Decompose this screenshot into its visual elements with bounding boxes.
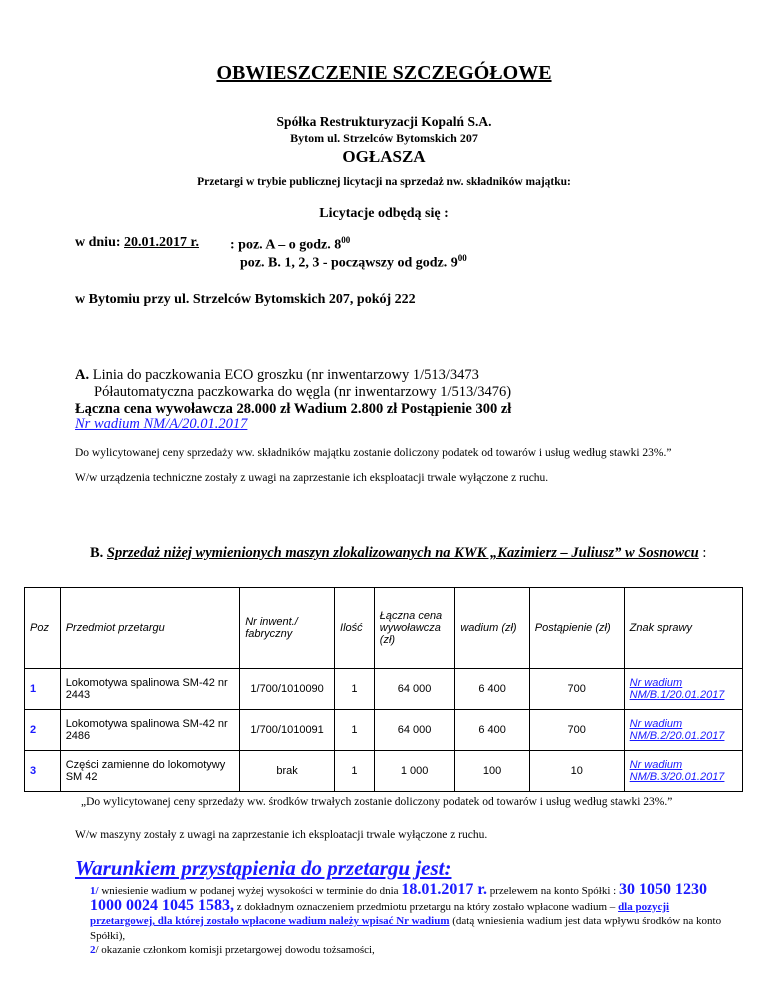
col-item: Przedmiot przetargu bbox=[60, 588, 240, 669]
sectionA-tax-note: Do wylicytowanej ceny sprzedaży ww. składników majątku zostanie doliczony podatek od towarów i usług według stawki 23%.” bbox=[75, 447, 672, 459]
announces-heading: OGŁASZA bbox=[342, 147, 426, 166]
auction-date-line bbox=[75, 235, 199, 251]
auction-place: w Bytomiu przy ul. Strzelców Bytomskich 207, pokój 222 bbox=[75, 292, 416, 307]
company-name: Spółka Restrukturyzacji Kopalń S.A. bbox=[276, 114, 492, 129]
sectionB-tax-note: „Do wylicytowanej ceny sprzedaży ww. środków trwałych zostanie doliczony podatek od towarów i usług według stawki 23%.” bbox=[81, 796, 673, 808]
sectionA-price-line: Łączna cena wywoławcza 28.000 zł Wadium 2.800 zł Postąpienie 300 zł bbox=[75, 401, 512, 417]
table-row: 2 Lokomotywa spalinowa SM-42 nr 2486 1/700/1010091 1 64 000 6 400 700 Nr wadium NM/B.2/20.01.2017 bbox=[25, 710, 743, 751]
auction-subject: Przetargi w trybie publicznej licytacji na sprzedaż nw. składników majątku: bbox=[197, 176, 571, 188]
col-wadium: wadium (zł) bbox=[455, 588, 529, 669]
sectionB-off-note: W/w maszyny zostały z uwagi na zaprzestanie ich eksploatacji trwale wyłączone z ruchu. bbox=[75, 829, 488, 841]
wadium-link-2[interactable]: Nr wadium NM/B.2/20.01.2017 bbox=[624, 710, 742, 751]
table-header-row bbox=[25, 588, 743, 669]
col-qty: Ilość bbox=[335, 588, 375, 669]
sectionB-heading: B. Sprzedaż niżej wymienionych maszyn zlokalizowanych na KWK „Kazimierz – Juliusz” w Sosnowcu : bbox=[90, 545, 707, 561]
col-nr: Nr inwent./ fabryczny bbox=[240, 588, 335, 669]
wadium-link-1[interactable]: Nr wadium NM/B.1/20.01.2017 bbox=[624, 669, 742, 710]
pozB-time: poz. B. 1, 2, 3 - począwszy od godz. $9^{00}$ bbox=[240, 253, 467, 271]
page-title: OBWIESZCZENIE SZCZEGÓŁOWE bbox=[216, 62, 552, 84]
col-price: Łączna cena wywoławcza (zł) bbox=[374, 588, 455, 669]
company-address: Bytom ul. Strzelców Bytomskich 207 bbox=[290, 131, 478, 145]
col-step: Postąpienie (zł) bbox=[529, 588, 624, 669]
items-table bbox=[24, 587, 743, 792]
table-row: 3 Części zamienne do lokomotywy SM 42 brak 1 1 000 100 10 Nr wadium NM/B.3/20.01.2017 bbox=[25, 751, 743, 792]
table-row: 1 Lokomotywa spalinowa SM-42 nr 2443 1/700/1010090 1 64 000 6 400 700 Nr wadium NM/B.1/20.01.2017 bbox=[25, 669, 743, 710]
auction-date: 20.01.2017 r. bbox=[124, 235, 199, 250]
sectionA-line2: Półautomatyczna paczkowarka do węgla (nr inwentarzowy 1/513/3476) bbox=[94, 384, 512, 400]
col-poz: Poz bbox=[25, 588, 61, 669]
auction-heading: Licytacje odbędą się : bbox=[319, 206, 449, 221]
sectionA-letter: A. bbox=[75, 367, 90, 383]
sectionA-off-note: W/w urządzenia techniczne zostały z uwagi na zaprzestanie ich eksploatacji trwale wyłączone z ruchu. bbox=[75, 472, 549, 484]
conditions-heading: Warunkiem przystąpienia do przetargu jest: bbox=[75, 856, 452, 880]
sectionA-wadium-link[interactable]: Nr wadium NM/A/20.01.2017 bbox=[75, 416, 248, 432]
sectionA-line1: A. Linia do paczkowania ECO groszku (nr inwentarzowy 1/513/3473 bbox=[75, 367, 479, 383]
wadium-link-3[interactable]: Nr wadium NM/B.3/20.01.2017 bbox=[624, 751, 742, 792]
pozA-time: : poz. A – o godz. $8^{00}$ bbox=[230, 235, 351, 253]
date-prefix: w dniu: bbox=[75, 235, 125, 250]
col-ref: Znak sprawy bbox=[624, 588, 742, 669]
conditions-text: 1/ wniesienie wadium w podanej wyżej wysokości w terminie do dnia 18.01.2017 r. przelewem na konto Spółki : 30 1050 1230 1000 0024 1045 1583, z dokładnym oznaczeniem przedmiotu przetargu na który zostało wpłacone wadium – dla pozycji przetargowej, dla której zostało wpłacone wadium należy wpisać Nr wadium (datą wniesienia wadium jest data wpływu środków na konto Spółki), 2/ okazanie członkom komisji przetargowej dowodu tożsamości, bbox=[90, 881, 722, 956]
